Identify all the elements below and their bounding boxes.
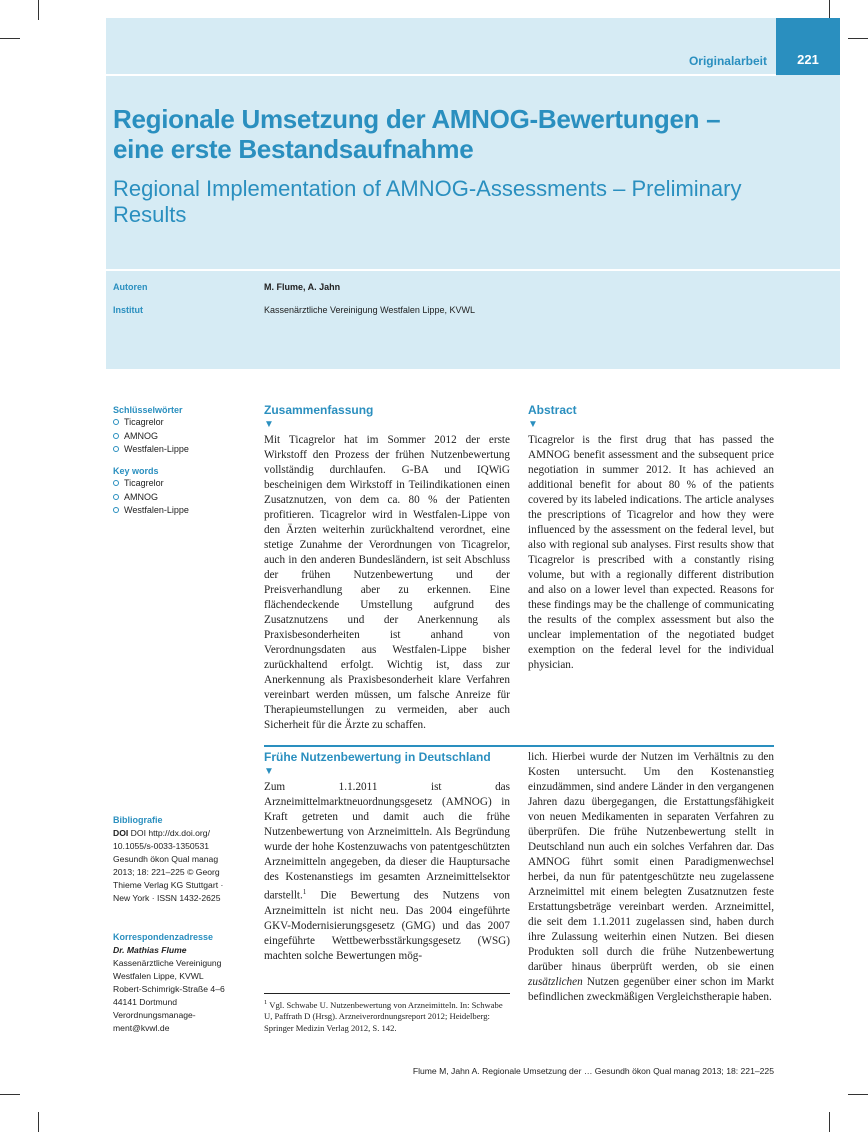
keywords-de-list (113, 416, 253, 457)
zusammenfassung-heading: Zusammenfassung (264, 403, 374, 417)
institute-label: Institut (113, 305, 143, 315)
correspondence-line: Kassenärztliche Vereinigung (113, 958, 222, 968)
crop-mark (829, 1112, 830, 1132)
keywords-en-list (113, 477, 253, 518)
crop-mark (848, 1094, 868, 1095)
page-number: 221 (797, 52, 819, 67)
section1-text-right: lich. Hierbei wurde der Nutzen im Verhältnis zu den Kosten untersucht. Um den Kostenanstieg einzudämmen, sind andere Länder in den vergangenen Jahren dazu übergegangen, die Erstattungsfähigkeit von neuen Medikamenten in separaten Verfahren zu überprüfen. Die frühe Nutzenbewertung stellt in Deutschland nun auch ein solches Verfahren dar. Das AMNOG führt somit einen Paradigmenwechsel herbei, da nun für patentgeschützte neu zugelassene Arzneimittel mit einem belegten Zusatznutzen feste Erstattungsbeträge vereinbart werden. Arzneimittel, die seit dem 1.1.2011 zugelassen sind, haben durch ihre Zulassung weiterhin einen Nutzen. Bei diesen Produkten soll durch die frühe Nutzenbewertung darüber hinaus überprüft werden, ob sie einen zusätzlichen Nutzen gegenüber einer schon im Markt befindlichen zweckmäßigen Vergleichstherapie haben. (528, 751, 774, 1003)
zusammenfassung-text: Mit Ticagrelor hat im Sommer 2012 der erste Wirkstoff den Prozess der frühen Nutzenbewertung vollständig durchlaufen. G-BA und IQWiG bescheinigen dem Wirkstoff in Teilindikationen einen Zusatznutzen, von dem ca. 80 % der Patienten profitieren. Ticagrelor wird in Westfalen-Lippe von den Ärzten weiterhin zurückhaltend verordnet, eine stetige Zunahme der Verordnungen von Ticagrelor, auch in den anderen Bundesländern, ist seit Abschluss der frühen Nutzenbewertung und der Preisverhandlung aber zu erkennen. Eine flächendeckende Umstellung aufgrund des Zusatznutzens und der Anerkennung als Praxisbesonderheiten ist anhand von Verordnungsdaten aus Westfalen-Lippe bisher zurückhaltend erfolgt. Wichtig ist, dass zur Anerkennung als Praxisbesonderheit klare Verfahren vereinbart werden müssen, um falsche Anreize für Therapieumstellungen zu vermeiden, aber auch Sicherheit für die Ärzte zu schaffen. (264, 434, 510, 731)
keyword-item: AMNOG (113, 430, 253, 444)
crop-mark (0, 38, 20, 39)
meta-band (106, 271, 840, 369)
section1-text-left: Zum 1.1.2011 ist das Arzneimittelmarktneuordnungsgesetz (AMNOG) in Kraft getreten und damit auch die frühe Nutzenbewertung von Arzneimitteln. Als Begründung wurde der hohe Kostenzuwachs von patentgeschützten Arzneimitteln angegeben, da dieser die Hauptursache des Kostenanstiegs im gesamten Arzneimittelsektor darstellt.$^1$ Die Bewertung des Nutzens von Arzneimitteln ist nicht neu. Das 2004 eingeführte GKV-Modernisierungsgesetz (GMG) und das 2007 eingeführte Wettbewerbsstärkungsgesetz (WSG) machten solche Bewertungen mög- (264, 781, 510, 962)
running-footer: Flume M, Jahn A. Regionale Umsetzung der … Gesundh ökon Qual manag 2013; 18: 221–225 (412, 1066, 774, 1076)
keyword-item: Ticagrelor (113, 477, 253, 491)
crop-mark (38, 0, 39, 20)
correspondence-line: Westfalen Lippe, KVWL (113, 971, 204, 981)
doi-link[interactable]: DOI http://dx.doi.org/ (130, 828, 210, 838)
keyword-item: Ticagrelor (113, 416, 253, 430)
bibliography-line: 2013; 18: 221–225 © Georg (113, 867, 220, 877)
section1-heading: Frühe Nutzenbewertung in Deutschland (264, 750, 491, 764)
bibliography-line: DOI DOI http://dx.doi.org/ (113, 828, 210, 838)
band-divider (106, 74, 776, 76)
correspondence-name: Dr. Mathias Flume (113, 945, 187, 955)
correspondence-heading: Korrespondenzadresse (113, 932, 214, 942)
keywords-en-heading: Key words (113, 466, 159, 476)
crop-mark (38, 1112, 39, 1132)
crop-mark (829, 0, 830, 20)
footnote-ref: 1 (302, 888, 307, 896)
triangle-down-icon: ▼ (264, 766, 274, 777)
triangle-down-icon: ▼ (528, 419, 538, 430)
footnote: $^1$ Vgl. Schwabe U. Nutzenbewertung von Arzneimitteln. In: Schwabe U, Paffrath D (Hrsg). Arzneiverordnungsreport 2012; Heidelberg: Springer Medizin Verlag 2012, S. 142. (264, 999, 503, 1033)
title-english: Regional Implementation of AMNOG-Assessments – Preliminary Results (113, 176, 742, 227)
correspondence-block (113, 944, 253, 1035)
authors-label: Autoren (113, 282, 148, 292)
bibliography-line: 10.1055/s-0033-1350531 (113, 841, 210, 851)
abstract-text: Ticagrelor is the first drug that has passed the AMNOG benefit assessment and the subsequent price negotiation in summer 2012. It has achieved an additional benefit for about 80 % of the patients covered by its labeled indications. The article analyses the prescriptions of Ticagrelor and how they were influenced by the assessment on the federal level, but also with regional sub analyses. First results show that Ticagrelor is prescribed with a constantly rising volume, but with a regionally different distribution and also on a lower level than expected. Reasons for these findings may be the challenge of communicating the results of the complex assessment but also the unclear implementation of the negotiated budget exemption on the federal level for the individual physician. (528, 434, 774, 671)
triangle-down-icon: ▼ (264, 419, 274, 430)
abstract-heading: Abstract (528, 403, 577, 417)
institute: Kassenärztliche Vereinigung Westfalen Lippe, KVWL (264, 305, 475, 315)
correspondence-email[interactable]: Verordnungsmanage- ment@kvwl.de (113, 1010, 196, 1033)
crop-mark (848, 38, 868, 39)
keywords-de-heading: Schlüsselwörter (113, 405, 183, 415)
section-label: Originalarbeit (688, 54, 767, 68)
authors: M. Flume, A. Jahn (264, 282, 341, 292)
correspondence-line: Robert-Schimrigk-Straße 4–6 (113, 984, 225, 994)
keyword-item: AMNOG (113, 491, 253, 505)
bibliography-line: Gesundh ökon Qual manag (113, 854, 219, 864)
bibliography-line: New York · ISSN 1432-2625 (113, 893, 221, 903)
keyword-item: Westfalen-Lippe (113, 443, 253, 457)
bibliography-block (113, 827, 253, 905)
bibliography-heading: Bibliografie (113, 815, 163, 825)
crop-mark (0, 1094, 20, 1095)
keyword-item: Westfalen-Lippe (113, 504, 253, 518)
title-german: Regionale Umsetzung der AMNOG-Bewertungen – eine erste Bestandsaufnahme (113, 104, 721, 164)
footnote-rule (264, 993, 510, 994)
section-rule (264, 745, 774, 747)
correspondence-line: 44141 Dortmund (113, 997, 178, 1007)
bibliography-line: Thieme Verlag KG Stuttgart · (113, 880, 224, 890)
